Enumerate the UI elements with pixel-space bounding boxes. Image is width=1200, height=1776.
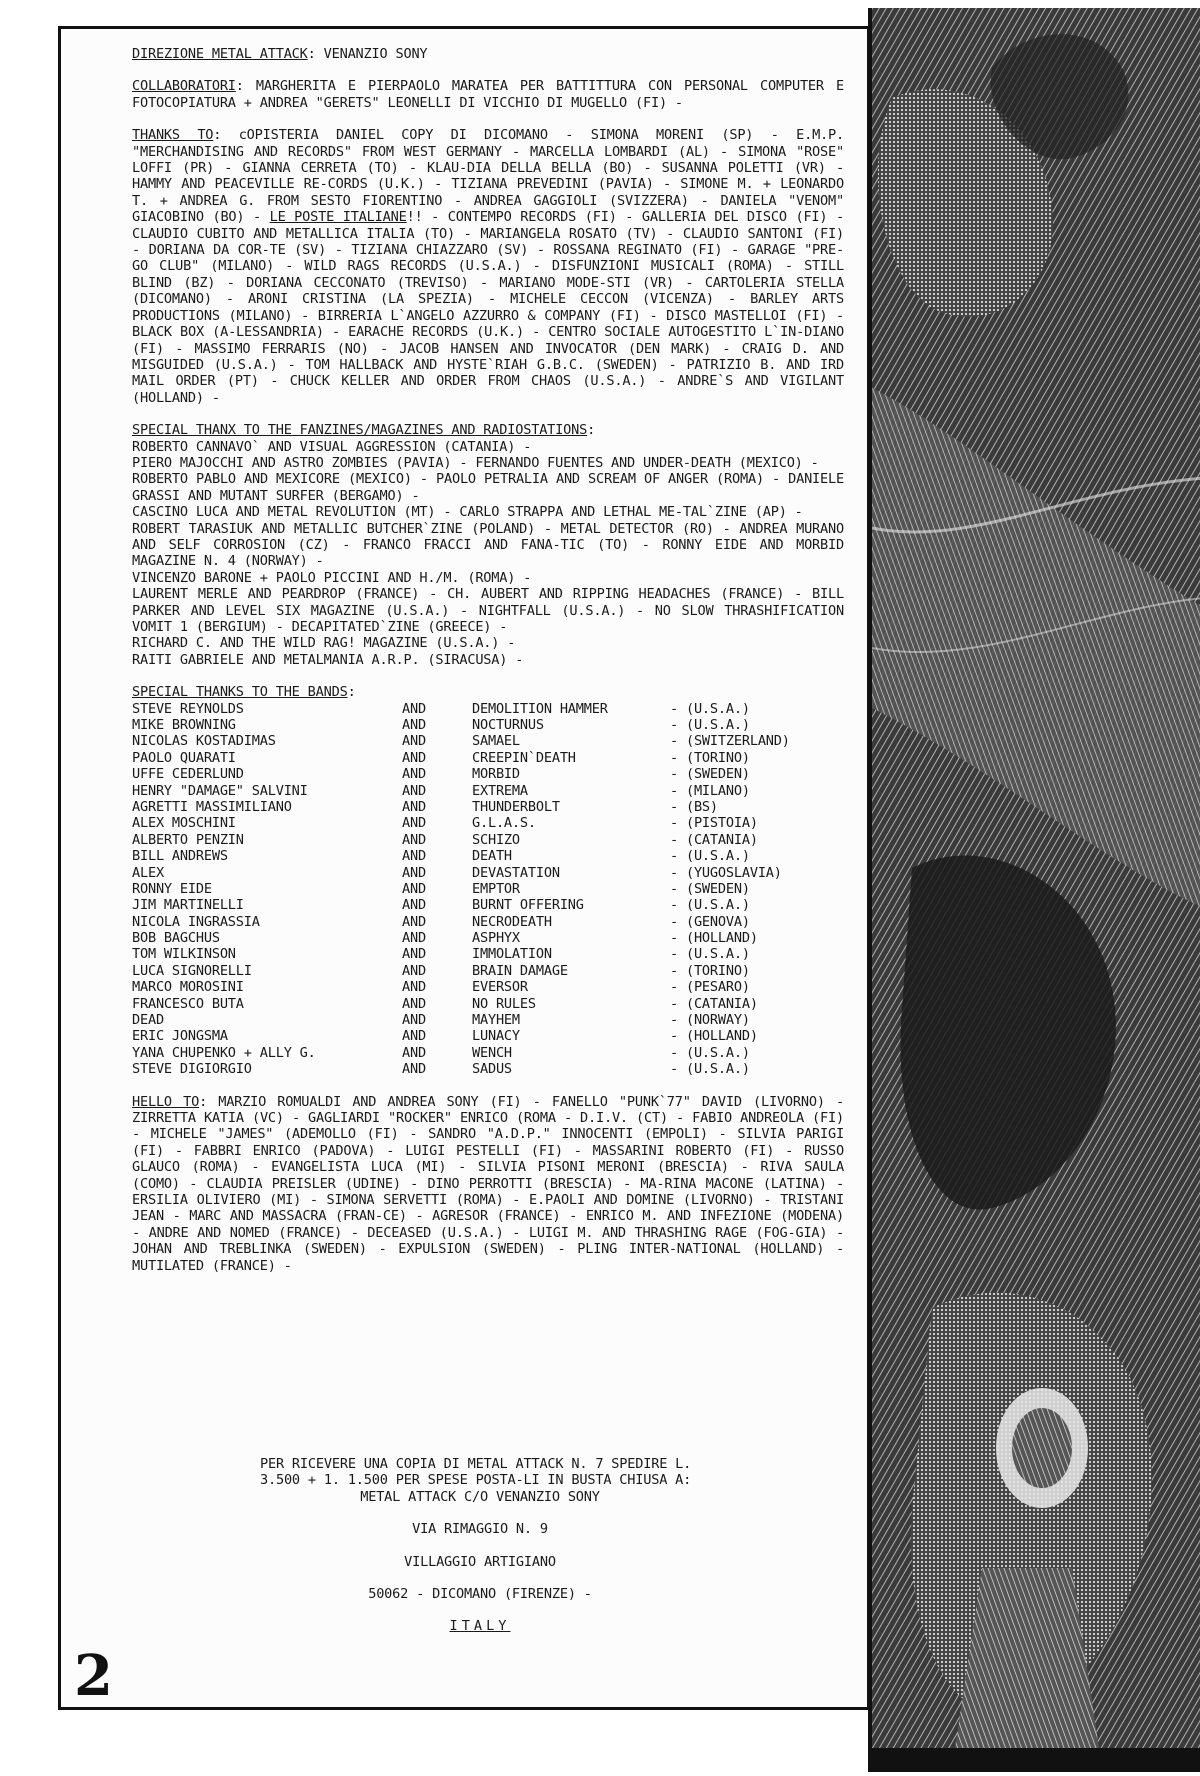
band-name: SAMAEL [472, 733, 520, 750]
bands-section [132, 684, 844, 1077]
band-and: AND [402, 1028, 426, 1045]
band-and: AND [402, 946, 426, 963]
hello-to-section [132, 1094, 844, 1274]
band-origin: - (U.S.A.) [670, 897, 750, 914]
band-and: AND [402, 1012, 426, 1029]
band-origin: - (TORINO) [670, 962, 750, 979]
order-street: VIA RIMAGGIO N. 9 [412, 1521, 548, 1538]
engraving-artwork [872, 8, 1200, 1772]
band-name: NOCTURNUS [472, 717, 544, 734]
band-name: ASPHYX [472, 930, 520, 947]
fanzine-entry: ROBERTO PABLO AND MEXICORE (MEXICO) - PAOLO PETRALIA AND SCREAM OF ANGER (ROMA) - DANIELE GRASSI AND MUTANT SURFER (BERGAMO) - [132, 471, 844, 504]
band-person: HENRY "DAMAGE" SALVINI [132, 782, 308, 799]
band-row [132, 1012, 844, 1028]
band-person: NICOLAS KOSTADIMAS [132, 733, 276, 750]
collaboratori-section [132, 78, 844, 111]
band-origin: - (HOLLAND) [670, 930, 758, 947]
band-and: AND [402, 1061, 426, 1078]
band-row [132, 815, 844, 831]
band-origin: - (GENOVA) [670, 913, 750, 930]
bands-label: SPECIAL THANKS TO THE BANDS [132, 684, 348, 701]
band-name: DEMOLITION HAMMER [472, 700, 608, 717]
band-origin: - (SWEDEN) [670, 766, 750, 783]
band-person: TOM WILKINSON [132, 946, 236, 963]
fanzine-entry: PIERO MAJOCCHI AND ASTRO ZOMBIES (PAVIA) - FERNANDO FUENTES AND UNDER-DEATH (MEXICO) - [132, 454, 819, 471]
order-addressee: METAL ATTACK C/O VENANZIO SONY [360, 1488, 600, 1505]
direzione-section [132, 46, 844, 62]
band-and: AND [402, 979, 426, 996]
band-name: EVERSOR [472, 979, 528, 996]
band-name: MORBID [472, 766, 520, 783]
hello-to-text: : MARZIO ROMUALDI AND ANDREA SONY (FI) - FANELLO "PUNK`77" DAVID (LIVORNO) - ZIRRETTA KATIA (VC) - GAGLIARDI "ROCKER" ENRICO (ROMA - D.I.V. (CT) - FABIO ANDREOLA (FI) - MICHELE "JAMES" (ADEMOLLO (FI) - SANDRO "A.D.P." INNOCENTI (EMPOLI) - SILVIA PARIGI (FI) - FABBRI ENRICO (PADOVA) - LUIGI PESTELLI (FI) - MASSARINI ROBERTO (FI) - RUSSO GLAUCO (ROMA) - EVANGELISTA LUCA (MI) - SILVIA PISONI MERONI (BRESCIA) - RIVA SAULA (COMO) - CLAUDIA PREISLER (UDINE) - DINO PERROTTI (BRESCIA) - MA-RINA MACONE (LATINA) - ERSILIA OLIVIERO (MI) - SIMONA SERVETTI (ROMA) - E.PAOLI AND DOMINE (LIVORNO) - TRISTANI JEAN - MARC AND MASSACRA (FRAN-CE) - AGRESOR (FRANCE) - ENRICO M. AND INFEZIONE (MODENA) - ANDRE AND NOMED (FRANCE) - DECEASED (U.S.A.) - LUIGI M. AND THRASHING RAGE (FOG-GIA) - JOHAN AND TREBLINKA (SWEDEN) - EXPULSION (SWEDEN) - PLING INTER-NATIONAL (HOLLAND) - MUTILATED (FRANCE) - [132, 1093, 845, 1274]
band-and: AND [402, 864, 426, 881]
band-and: AND [402, 848, 426, 865]
band-person: PAOLO QUARATI [132, 749, 236, 766]
band-row [132, 996, 844, 1012]
order-address-block [200, 1456, 760, 1635]
band-row [132, 766, 844, 782]
fanzine-entry: LAURENT MERLE AND PEARDROP (FRANCE) - CH. AUBERT AND RIPPING HEADACHES (FRANCE) - BILL PARKER AND LEVEL SIX MAGAZINE (U.S.A.) - NIGHTFALL (U.S.A.) - NO SLOW THRASHIFICATION VOMIT 1 (BERGIUM) - DECAPITATED`ZINE (GREECE) - [132, 586, 844, 635]
band-origin: - (U.S.A.) [670, 848, 750, 865]
band-origin: - (U.S.A.) [670, 1061, 750, 1078]
fanzines-label: SPECIAL THANX TO THE FANZINES/MAGAZINES AND RADIOSTATIONS [132, 422, 588, 439]
band-and: AND [402, 733, 426, 750]
band-and: AND [402, 815, 426, 832]
collaboratori-text: : MARGHERITA E PIERPAOLO MARATEA PER BATTITTURA CON PERSONAL COMPUTER E FOTOCOPIATURA + ANDREA "GERETS" LEONELLI DI VICCHIO DI MUGELLO (FI) - [132, 78, 844, 111]
band-name: G.L.A.S. [472, 815, 536, 832]
thanks-to-section [132, 127, 844, 406]
band-person: MARCO MOROSINI [132, 979, 244, 996]
band-person: NICOLA INGRASSIA [132, 913, 260, 930]
band-and: AND [402, 831, 426, 848]
band-origin: - (NORWAY) [670, 1012, 750, 1029]
order-city: 50062 - DICOMANO (FIRENZE) - [368, 1586, 592, 1603]
band-name: EXTREMA [472, 782, 528, 799]
band-row [132, 783, 844, 799]
direzione-label: DIREZIONE METAL ATTACK [132, 46, 308, 62]
fanzines-colon: : [587, 422, 596, 439]
order-intro: PER RICEVERE UNA COPIA DI METAL ATTACK N. 7 SPEDIRE L. 3.500 + 1. 1.500 PER SPESE POSTA-LI IN BUSTA CHIUSA A: [260, 1456, 692, 1489]
band-name: BURNT OFFERING [472, 897, 584, 914]
band-and: AND [402, 897, 426, 914]
band-row [132, 979, 844, 995]
band-row [132, 897, 844, 913]
band-and: AND [402, 913, 426, 930]
band-origin: - (PESARO) [670, 979, 750, 996]
band-row [132, 963, 844, 979]
bands-table [132, 701, 844, 1078]
band-origin: - (YUGOSLAVIA) [670, 864, 782, 881]
collaboratori-label: COLLABORATORI [132, 78, 236, 95]
thanks-to-text-b: !! - CONTEMPO RECORDS (FI) - GALLERIA DEL DISCO (FI) - CLAUDIO CUBITO AND METALLICA ITALIA (TO) - MARIANGELA ROSATO (TV) - CLAUDIO SANTONI (FI) - DORIANA DA COR-TE (SV) - TIZIANA CHIAZZARO (SV) - ROSSANA REGINATO (FI) - GARAGE "PRE-GO CLUB" (MILANO) - WILD RAGS RECORDS (U.S.A.) - DISFUNZIONI MUSICALI (ROMA) - STILL BLIND (BZ) - DORIANA CECCONATO (TREVISO) - MARIANO MODE-STI (VR) - CARTOLERIA STELLA (DICOMANO) - ARONI CRISTINA (LA SPEZIA) - MICHELE CECCON (VICENZA) - BARLEY ARTS PRODUCTIONS (MILANO) - BIRRERIA L`ANGELO AZZURRO & COMPANY (FI) - DISCO MASTELLOI (FI) - BLACK BOX (A-LESSANDRIA) - EARACHE RECORDS (U.K.) - CENTRO SOCIALE AUTOGESTITO L`IN-DIANO (FI) - MASSIMO FERRARIS (NO) - JACOB HANSEN AND INVOCATOR (DEN MARK) - CRAIG D. AND MISGUIDED (U.S.A.) - TOM HALLBACK AND HYSTE`RIAH G.B.C. (SWEDEN) - PATRIZIO B. AND IRD MAIL ORDER (PT) - CHUCK KELLER AND ORDER FROM CHAOS (U.S.A.) - ANDRE`S AND VIGILANT (HOLLAND) - [132, 209, 844, 406]
fanzine-entry: VINCENZO BARONE + PAOLO PICCINI AND H./M. (ROMA) - [132, 569, 532, 586]
band-origin: - (SWEDEN) [670, 880, 750, 897]
bands-colon: : [347, 684, 356, 701]
band-name: NO RULES [472, 995, 536, 1012]
fanzine-entry: RAITI GABRIELE AND METALMANIA A.R.P. (SIRACUSA) - [132, 651, 524, 668]
text-column [132, 46, 844, 1290]
band-person: UFFE CEDERLUND [132, 766, 244, 783]
band-row [132, 717, 844, 733]
band-person: LUCA SIGNORELLI [132, 962, 252, 979]
page-number: 2 [74, 1643, 113, 1709]
band-row [132, 914, 844, 930]
band-row [132, 799, 844, 815]
band-name: IMMOLATION [472, 946, 552, 963]
engraving-illustration [868, 8, 1200, 1772]
band-origin: - (CATANIA) [670, 831, 758, 848]
band-row [132, 930, 844, 946]
direzione-value: : VENANZIO SONY [307, 46, 428, 62]
band-person: AGRETTI MASSIMILIANO [132, 798, 292, 815]
band-person: FRANCESCO BUTA [132, 995, 244, 1012]
band-person: ALEX MOSCHINI [132, 815, 236, 832]
band-name: MAYHEM [472, 1012, 520, 1029]
band-row [132, 733, 844, 749]
band-row [132, 881, 844, 897]
thanks-to-label: THANKS TO [132, 127, 214, 144]
band-name: DEVASTATION [472, 864, 560, 881]
band-and: AND [402, 1044, 426, 1061]
band-person: ERIC JONGSMA [132, 1028, 228, 1045]
band-and: AND [402, 930, 426, 947]
band-and: AND [402, 700, 426, 717]
band-and: AND [402, 798, 426, 815]
band-name: SCHIZO [472, 831, 520, 848]
band-row [132, 865, 844, 881]
band-name: THUNDERBOLT [472, 798, 560, 815]
band-and: AND [402, 880, 426, 897]
band-person: BILL ANDREWS [132, 848, 228, 865]
order-country: ITALY [449, 1618, 511, 1635]
band-origin: - (U.S.A.) [670, 700, 750, 717]
order-village: VILLAGGIO ARTIGIANO [404, 1553, 556, 1570]
thanks-to-text-a: : cOPISTERIA DANIEL COPY DI DICOMANO - SIMONA MORENI (SP) - E.M.P. "MERCHANDISING AND RECORDS" FROM WEST GERMANY - MARCELLA LOMBARDI (AL) - SIMONA "ROSE" LOFFI (PR) - GIANNA CERRETA (TO) - KLAU-DIA DELLA BELLA (BO) - SUSANNA POLETTI (VR) - HAMMY AND PEACEVILLE RE-CORDS (U.K.) - TIZIANA PREVEDINI (PAVIA) - SIMONE M. + LEONARDO T. + ANDREA G. FROM SESTO FIORENTINO - ANDREA GAGGIOLI (SVIZZERA) - DANIELA "VENOM" GIACOBINO (BO) - [132, 127, 845, 226]
band-origin: - (U.S.A.) [670, 1044, 750, 1061]
band-person: MIKE BROWNING [132, 717, 236, 734]
band-origin: - (TORINO) [670, 749, 750, 766]
band-person: JIM MARTINELLI [132, 897, 244, 914]
fanzine-entry: RICHARD C. AND THE WILD RAG! MAGAZINE (U.S.A.) - [132, 635, 516, 652]
band-name: LUNACY [472, 1028, 520, 1045]
band-name: EMPTOR [472, 880, 520, 897]
band-origin: - (U.S.A.) [670, 717, 750, 734]
band-origin: - (PISTOIA) [670, 815, 758, 832]
fanzine-entry: CASCINO LUCA AND METAL REVOLUTION (MT) - CARLO STRAPPA AND LETHAL ME-TAL`ZINE (AP) - [132, 504, 803, 521]
band-person: RONNY EIDE [132, 880, 212, 897]
band-origin: - (MILANO) [670, 782, 750, 799]
fanzines-section [132, 422, 844, 668]
thanks-to-underlined: LE POSTE ITALIANE [269, 209, 407, 226]
band-row [132, 848, 844, 864]
band-and: AND [402, 717, 426, 734]
band-origin: - (U.S.A.) [670, 946, 750, 963]
band-name: NECRODEATH [472, 913, 552, 930]
band-person: YANA CHUPENKO + ALLY G. [132, 1044, 316, 1061]
band-row [132, 701, 844, 717]
band-person: ALBERTO PENZIN [132, 831, 244, 848]
band-and: AND [402, 962, 426, 979]
band-name: WENCH [472, 1044, 512, 1061]
band-row [132, 1045, 844, 1061]
band-and: AND [402, 782, 426, 799]
band-row [132, 750, 844, 766]
hello-to-label: HELLO TO [132, 1093, 200, 1110]
band-row [132, 946, 844, 962]
band-origin: - (CATANIA) [670, 995, 758, 1012]
band-and: AND [402, 766, 426, 783]
band-origin: - (BS) [670, 798, 718, 815]
band-person: ALEX [132, 864, 164, 881]
band-and: AND [402, 749, 426, 766]
band-and: AND [402, 995, 426, 1012]
band-name: SADUS [472, 1061, 512, 1078]
band-row [132, 832, 844, 848]
band-name: CREEPIN`DEATH [472, 749, 576, 766]
band-origin: - (HOLLAND) [670, 1028, 758, 1045]
fanzine-entry: ROBERT TARASIUK AND METALLIC BUTCHER`ZINE (POLAND) - METAL DETECTOR (RO) - ANDREA MURANO AND SELF CORROSION (CZ) - FRANCO FRACCI AND FANA-TIC (TO) - RONNY EIDE AND MORBID MAGAZINE N. 4 (NORWAY) - [132, 520, 844, 570]
band-name: DEATH [472, 848, 512, 865]
fanzine-entry: ROBERTO CANNAVO` AND VISUAL AGGRESSION (CATANIA) - [132, 438, 532, 455]
band-row [132, 1061, 844, 1077]
band-row [132, 1028, 844, 1044]
band-person: DEAD [132, 1012, 164, 1029]
band-name: BRAIN DAMAGE [472, 962, 568, 979]
band-origin: - (SWITZERLAND) [670, 733, 790, 750]
band-person: BOB BAGCHUS [132, 930, 220, 947]
band-person: STEVE REYNOLDS [132, 700, 244, 717]
band-person: STEVE DIGIORGIO [132, 1061, 252, 1078]
